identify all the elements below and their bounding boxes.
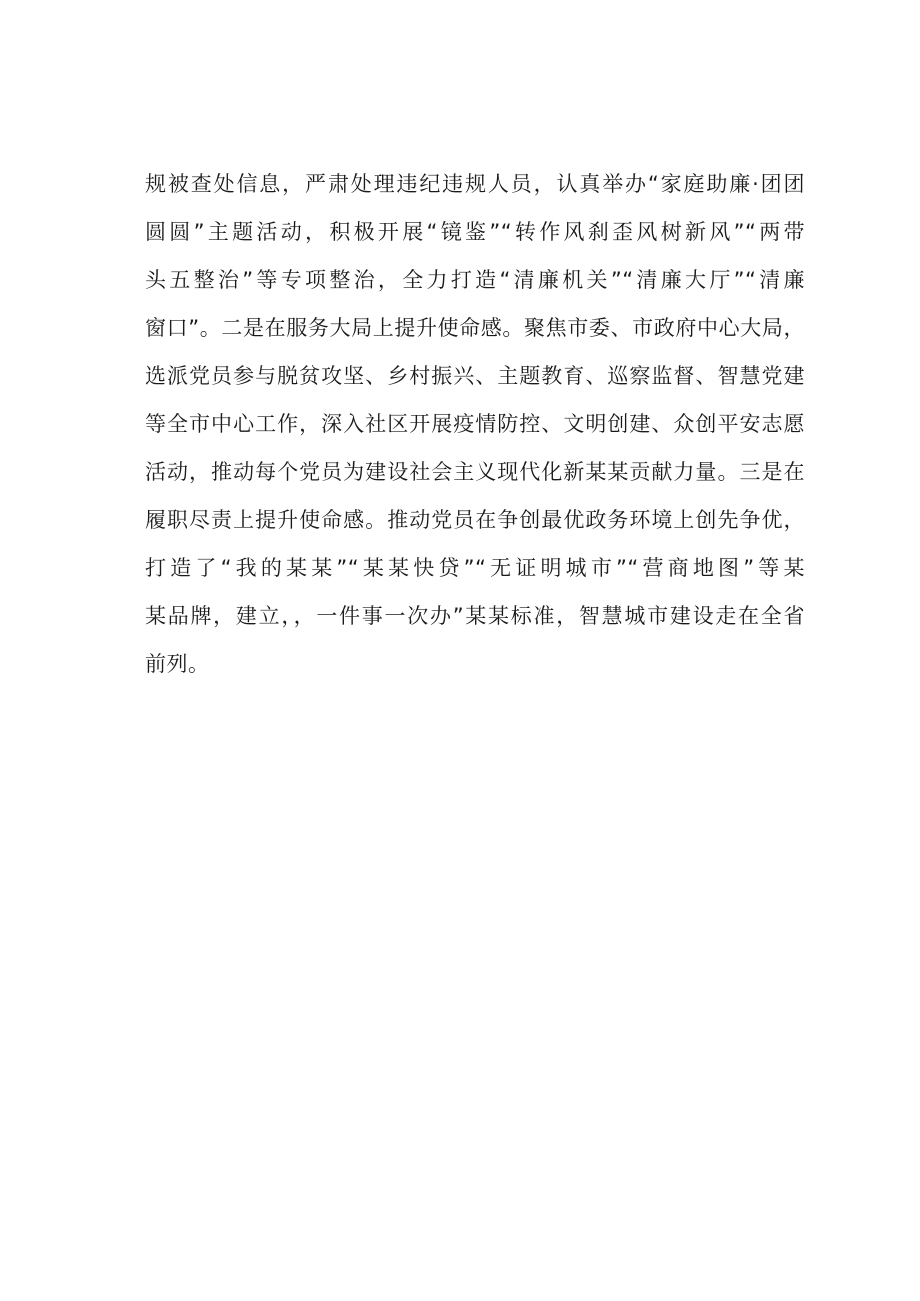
paragraph-line: 圆圆”主题活动，积极开展“镜鉴”“转作风刹歪风树新风”“两带 [145, 220, 805, 244]
paragraph-line: 窗口”。二是在服务大局上提升使命感。聚焦市委、市政府中心大局， [145, 316, 805, 340]
paragraph-line: 打造了“我的某某”“某某快贷”“无证明城市”“营商地图”等某 [145, 556, 805, 580]
paragraph-line: 选派党员参与脱贫攻坚、乡村振兴、主题教育、巡察监督、智慧党建 [145, 364, 805, 388]
paragraph-line: 规被查处信息，严肃处理违纪违规人员，认真举办“家庭助廉·团团 [145, 172, 805, 196]
paragraph-line: 某品牌，建立，，一件事一次办”某某标准，智慧城市建设走在全省 [145, 604, 805, 628]
paragraph-line: 等全市中心工作，深入社区开展疫情防控、文明创建、众创平安志愿 [145, 412, 805, 436]
paragraph-line: 前列。 [145, 652, 210, 676]
paragraph-line: 头五整治”等专项整治，全力打造“清廉机关”“清廉大厅”“清廉 [145, 268, 805, 292]
paragraph-line: 活动，推动每个党员为建设社会主义现代化新某某贡献力量。三是在 [145, 460, 805, 484]
paragraph-line: 履职尽责上提升使命感。推动党员在争创最优政务环境上创先争优， [145, 508, 805, 532]
body-paragraph [145, 160, 805, 688]
